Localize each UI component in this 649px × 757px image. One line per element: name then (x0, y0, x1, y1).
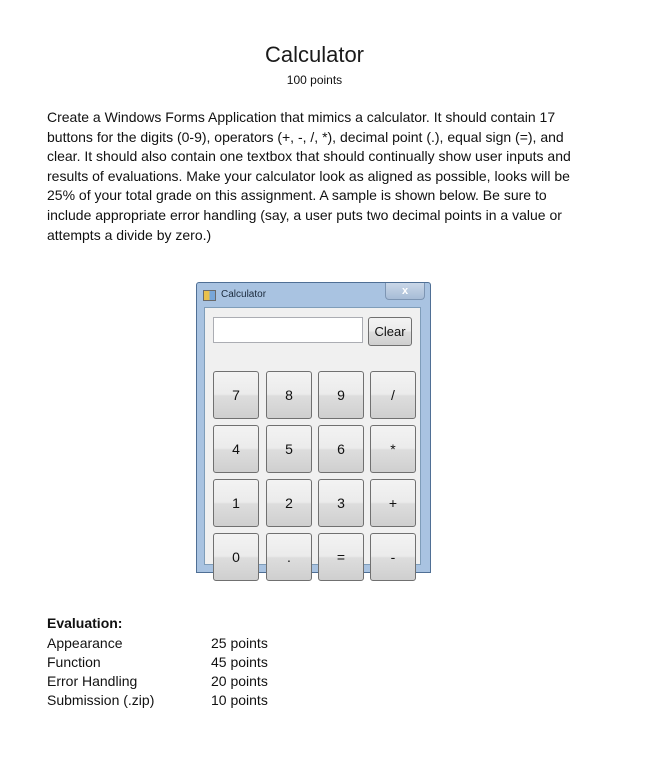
evaluation-label: Appearance (47, 635, 123, 651)
evaluation-label: Submission (.zip) (47, 692, 155, 708)
evaluation-points: 10 points (211, 692, 268, 708)
key-4-button[interactable]: 4 (213, 425, 259, 473)
evaluation-label: Error Handling (47, 673, 138, 689)
key-add-button[interactable]: + (370, 479, 416, 527)
key-7-button[interactable]: 7 (213, 371, 259, 419)
evaluation-heading: Evaluation: (47, 615, 123, 631)
evaluation-label: Function (47, 654, 101, 670)
key-6-button[interactable]: 6 (318, 425, 364, 473)
window-title: Calculator (221, 289, 267, 300)
evaluation-points: 45 points (211, 654, 268, 670)
key-divide-button[interactable]: / (370, 371, 416, 419)
key-subtract-button[interactable]: - (370, 533, 416, 581)
key-9-button[interactable]: 9 (318, 371, 364, 419)
evaluation-points: 20 points (211, 673, 268, 689)
key-multiply-button[interactable]: * (370, 425, 416, 473)
assignment-description: Create a Windows Forms Application that mimics a calculator. It should contain 17 buttons for the digits (0-9), operators (+, -, /, *), decimal point (.), equal sign (=), and clear. It should also contain one textbox that should continually show user inputs and results of evaluations. Make your calculator look as aligned as possible, looks will be 25% of your total grade on this assignment. A sample is shown below. Be sure to include appropriate error handling (say, a user puts two decimal points in a value or attempts a divide by zero.) (47, 109, 571, 243)
key-0-button[interactable]: 0 (213, 533, 259, 581)
close-button[interactable]: x (385, 283, 425, 300)
key-1-button[interactable]: 1 (213, 479, 259, 527)
key-5-button[interactable]: 5 (266, 425, 312, 473)
app-icon (203, 290, 216, 301)
key-8-button[interactable]: 8 (266, 371, 312, 419)
key-equals-button[interactable]: = (318, 533, 364, 581)
page-title: Calculator (264, 42, 365, 67)
key-2-button[interactable]: 2 (266, 479, 312, 527)
display-textbox[interactable] (213, 317, 363, 343)
key-3-button[interactable]: 3 (318, 479, 364, 527)
evaluation-points: 25 points (211, 635, 268, 651)
key-decimal-button[interactable]: . (266, 533, 312, 581)
clear-button[interactable]: Clear (368, 317, 412, 346)
points-subtitle: 100 points (286, 73, 343, 87)
calculator-client-area (204, 307, 421, 565)
window-titlebar[interactable] (197, 283, 430, 305)
calculator-window (196, 282, 431, 573)
